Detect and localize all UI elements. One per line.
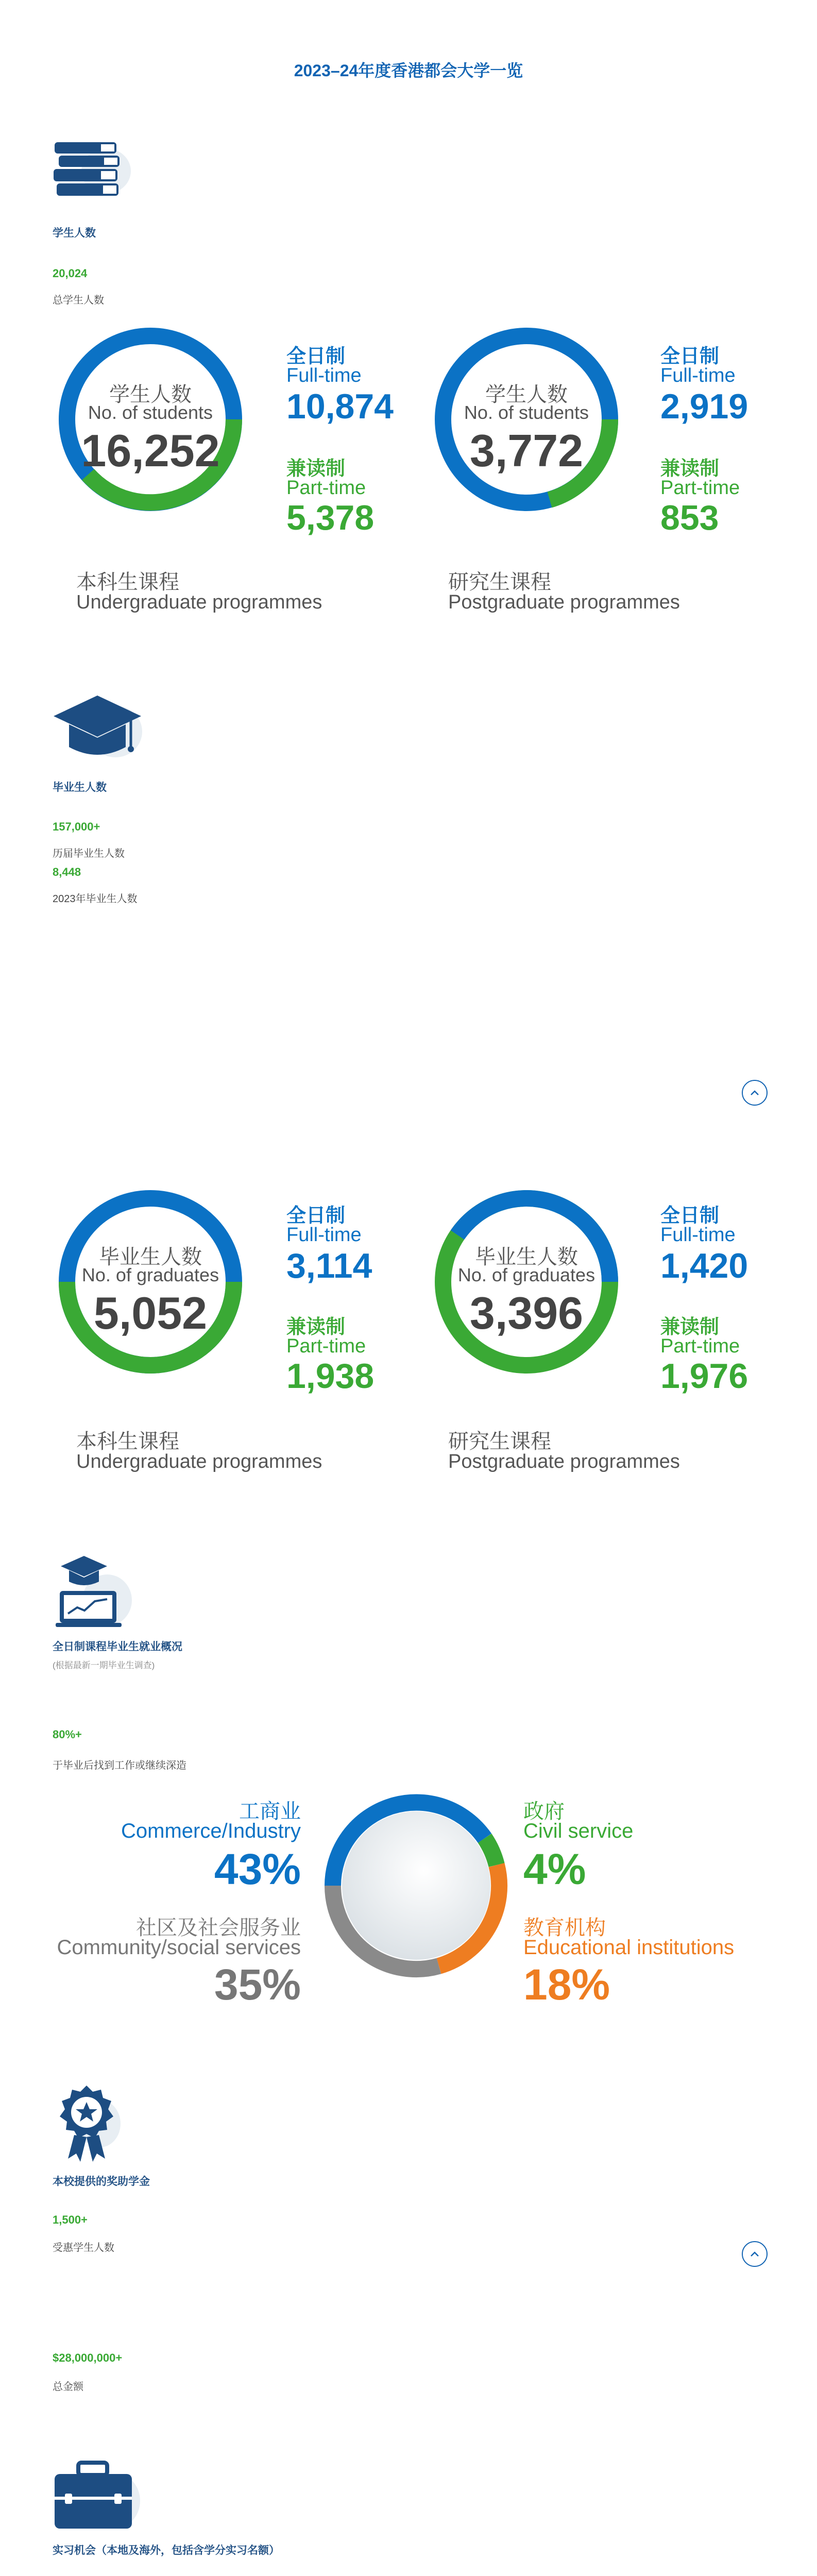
pg-part-time-value: 853 [660, 498, 719, 537]
pg-full-time-value: 2,919 [660, 387, 748, 426]
award-badge-icon [50, 2081, 123, 2164]
commerce-zh: 工商业 [239, 1800, 301, 1823]
community-zh: 社区及社会服务业 [136, 1917, 301, 1939]
edu-zh: 教育机构 [523, 1917, 606, 1939]
commerce-value: 43% [214, 1845, 301, 1893]
pg-part-time-en: Part-time [660, 477, 740, 499]
civil-value: 4% [523, 1845, 586, 1893]
scholarship-amount: $28,000,000+ [53, 2351, 123, 2364]
edu-en: Educational institutions [523, 1936, 735, 1959]
briefcase-icon [49, 2458, 142, 2535]
ug-grad-part-time-value: 1,938 [286, 1357, 375, 1396]
ug-grad-part-time-en: Part-time [286, 1335, 366, 1357]
pg-programme-zh: 研究生课程 [448, 571, 551, 594]
pg-programme-en: Postgraduate programmes [448, 591, 680, 613]
pg-graduates-donut [434, 1189, 619, 1375]
donut-label-zh: 学生人数 [485, 383, 568, 406]
community-en: Community/social services [57, 1936, 301, 1959]
scholarship-recipients-label: 受惠学生人数 [53, 2242, 114, 2253]
chevron-up-icon [750, 1089, 760, 1096]
scholarships-section-title: 本校提供的奖助学金 [53, 2176, 150, 2188]
graduates-2023-label: 2023年毕业生人数 [53, 893, 138, 905]
pg-grad-programme-zh: 研究生课程 [448, 1430, 551, 1453]
donut-value: 16,252 [81, 425, 220, 476]
pg-grad-part-time-value: 1,976 [660, 1357, 748, 1396]
pg-grad-part-time-en: Part-time [660, 1335, 740, 1357]
community-value: 35% [214, 1960, 301, 2009]
edu-value: 18% [523, 1960, 610, 2009]
graduates-section-title: 毕业生人数 [53, 782, 107, 793]
ug-full-time-zh: 全日制 [286, 346, 346, 367]
donut-label-zh: 毕业生人数 [475, 1246, 578, 1268]
ug-part-time-en: Part-time [286, 477, 366, 499]
ug-part-time-value: 5,378 [286, 498, 375, 537]
chevron-up-icon [750, 2250, 760, 2258]
graduate-laptop-icon [50, 1551, 133, 1633]
employment-rate: 80%+ [53, 1728, 82, 1741]
donut-value: 5,052 [93, 1287, 208, 1338]
pg-grad-full-time-value: 1,420 [660, 1246, 748, 1285]
donut-label-en: No. of graduates [81, 1264, 219, 1285]
employment-section-title: 全日制课程毕业生就业概况 [53, 1641, 182, 1653]
ug-full-time-en: Full-time [286, 365, 362, 386]
employment-rate-label: 于毕业后找到工作或继续深造 [53, 1760, 186, 1771]
donut-label-zh: 毕业生人数 [99, 1246, 202, 1268]
donut-label-en: No. of students [464, 402, 589, 423]
page-title: 2023–24年度香港都会大学一览 [294, 61, 523, 80]
commerce-en: Commerce/Industry [121, 1820, 301, 1842]
pg-full-time-zh: 全日制 [660, 346, 720, 367]
ug-grad-programme-en: Undergraduate programmes [76, 1451, 322, 1472]
pg-full-time-en: Full-time [660, 365, 736, 386]
pg-part-time-zh: 兼读制 [660, 458, 720, 480]
ug-part-time-zh: 兼读制 [286, 458, 346, 480]
back-to-top-button[interactable] [742, 2241, 768, 2267]
ug-grad-programme-zh: 本科生课程 [76, 1430, 179, 1453]
employment-donut [324, 1793, 509, 1978]
books-icon [49, 135, 132, 207]
civil-zh: 政府 [523, 1800, 565, 1823]
pg-students-donut [434, 327, 619, 512]
ug-graduates-donut [58, 1189, 243, 1375]
ug-full-time-value: 10,874 [286, 387, 394, 426]
back-to-top-button[interactable] [742, 1080, 768, 1106]
pg-grad-full-time-en: Full-time [660, 1224, 736, 1246]
alumni-number: 157,000+ [53, 820, 100, 833]
ug-grad-full-time-value: 3,114 [286, 1246, 372, 1285]
alumni-label: 历届毕业生人数 [53, 848, 125, 859]
donut-value: 3,772 [469, 425, 584, 476]
graduation-cap-icon [48, 690, 146, 768]
total-students-label: 总学生人数 [53, 295, 104, 306]
pg-grad-full-time-zh: 全日制 [660, 1205, 720, 1227]
ug-grad-part-time-zh: 兼读制 [286, 1316, 346, 1338]
total-students-number: 20,024 [53, 267, 88, 280]
pg-grad-part-time-zh: 兼读制 [660, 1316, 720, 1338]
donut-label-en: No. of graduates [457, 1264, 595, 1285]
scholarship-amount-label: 总金额 [53, 2381, 83, 2393]
graduates-2023-number: 8,448 [53, 866, 81, 878]
employment-section-note: (根据最新一期毕业生调查) [53, 1660, 155, 1670]
donut-label-en: No. of students [88, 402, 213, 423]
ug-programme-zh: 本科生课程 [76, 571, 179, 594]
donut-segment-civil [485, 1838, 497, 1865]
students-section-title: 学生人数 [53, 227, 96, 239]
ug-programme-en: Undergraduate programmes [76, 591, 322, 613]
pg-grad-programme-en: Postgraduate programmes [448, 1451, 680, 1472]
ug-grad-full-time-en: Full-time [286, 1224, 362, 1246]
donut-value: 3,396 [469, 1287, 584, 1338]
internships-section-title: 实习机会（本地及海外，包括含学分实习名额） [53, 2545, 280, 2556]
donut-label-zh: 学生人数 [109, 383, 192, 406]
civil-en: Civil service [523, 1820, 634, 1842]
ug-grad-full-time-zh: 全日制 [286, 1205, 346, 1227]
ug-students-donut [58, 327, 243, 512]
scholarship-recipients: 1,500+ [53, 2213, 88, 2226]
